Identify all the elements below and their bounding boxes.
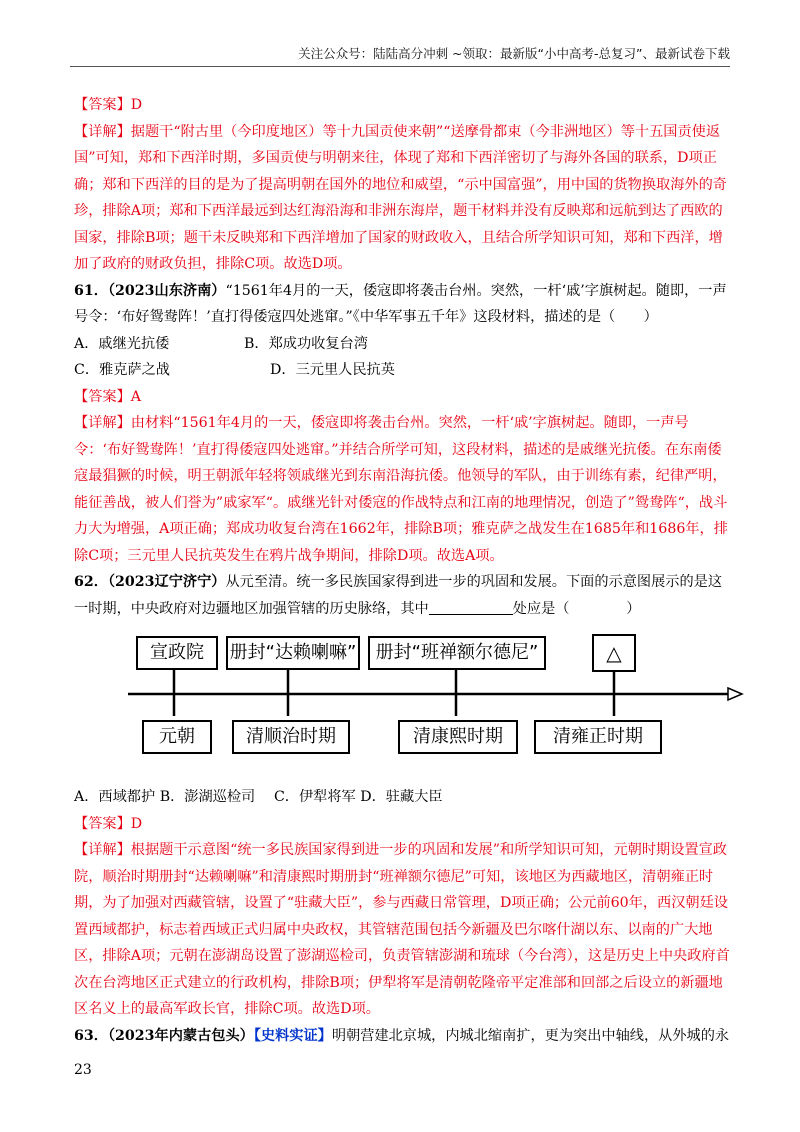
q62-detail: 【详解】根据题干示意图“统一多民族国家得到进一步的巩固和发展”和所学知识可知，元朝时期设置宣政院，顺治时期册封“达赖喇嘛”和清康熙时期册封“班禅额尔德尼”可知，该地区为西藏地区，清朝雍正时期，为了加强对西藏管辖，设置了“驻藏大臣”，参与西藏日常管理，D项正确；公元前60年，西汉朝廷设置西域都护，标志着西域正式归属中央政权，其管辖范围包括今新疆及巴尔喀什湖以东、以南的广大地区，排除A项；元朝在澎湖岛设置了澎湖巡检司，负责管辖澎湖和琉球（今台湾），这是历史上中央政府首次在台湾地区正式建立的行政机构，排除B项；伊犁将军是清朝乾隆帝平定准部和回部之后设立的新疆地区名义上的最高军政长官，排除C项。故选D项。 [74,842,730,1017]
timeline-diagram [128,630,748,778]
q62-blank [429,600,513,615]
box-shunzhi: 清顺治时期 [232,720,350,754]
box-yuan-dynasty: 元朝 [142,720,212,754]
box-kangxi: 清康熙时期 [398,720,518,754]
page-number: 23 [74,1062,92,1078]
triangle-blank-box: △ [592,634,636,672]
q62-answer: 【答案】D [74,815,143,832]
q60-detail: 【详解】据题干“附古里（今印度地区）等十九国贡使来朝”“送摩骨都束（今非洲地区）等十五国贡使返国”可知，郑和下西洋时期，多国贡使与明朝来往，体现了郑和下西洋密切了与海外各国的联系，D项正确；郑和下西洋的目的是为了提高明朝在国外的地位和威望，“示中国富强”，用中国的货物换取海外的奇珍，排除A项；郑和下西洋最远到达红海沿海和非洲东海岸，题干材料并没有反映郑和远航到达了西欧的国家，排除B项；题干未反映郑和下西洋增加了国家的财政收入，且结合所学知识可知，郑和下西洋，增加了政府的财政负担，排除C项。故选D项。 [74,123,727,272]
box-yongzheng: 清雍正时期 [534,720,662,754]
box-panchen-erdeni: 册封“班禅额尔德尼” [368,636,546,670]
page-content [74,92,734,1049]
header-divider [70,66,730,67]
q62-options: A．西域都护 B．澎湖巡检司 C．伊犁将军 D．驻藏大臣 [74,789,443,805]
box-xuanzhengyuan: 宣政院 [136,636,218,670]
q61-answer: 【答案】A [74,388,142,405]
q60-answer: 【答案】D [74,97,143,113]
box-dalai-lama: 册封“达赖喇嘛” [226,636,360,670]
q61-options-row2 [74,357,734,384]
page-header: 关注公众号：陆陆高分冲刺 ~领取：最新版“小中高考-总复习”、最新试卷下载 [298,46,730,61]
q63-stem: 63．（2023年内蒙古包头）【史料实证】明朝营建北京城，内城北缩南扩，更为突出中轴线，从外城的永 [74,1027,730,1044]
q61-option-c: C．雅克萨之战 [74,362,170,378]
q61-detail: 【详解】由材料“1561年4月的一天，倭寇即将袭击台州。突然，一杆‘戚’字旗树起。随即，一声号令：‘布好鸳鸯阵！’直打得倭寇四处逃窜。”并结合所学可知，这段材料，描述的是戚继光抗倭。在东南倭寇最猖獗的时候，明王朝派年轻将领戚继光到东南沿海抗倭。他领导的军队，由于训练有素，纪律严明，能征善战，被人们誉为”戚家军“。戚继光针对倭寇的作战特点和江南的地理情况，创造了”鸳鸯阵“，战斗力大为增强，A项正确；郑成功收复台湾在1662年，排除B项；雅克萨之战发生在1685年和1686年，排除C项；三元里人民抗英发生在鸦片战争期间，排除D项。故选A项。 [74,415,728,564]
q62-stem: 62．（2023辽宁济宁）从元至清。统一多民族国家得到进一步的巩固和发展。下面的示意图展示的是这一时期，中央政府对边疆地区加强管辖的历史脉络，其中 处应是（ ） [74,574,723,617]
q61-option-a: A．戚继光抗倭 [74,335,170,352]
q61-options-row1 [74,331,734,358]
q61-stem: 61．（2023山东济南）“1561年4月的一天，倭寇即将袭击台州。突然，一杆‘戚’字旗树起。随即，一声号令：‘布好鸳鸯阵！’直打得倭寇四处逃窜。”《中华军事五千年》这段材料，描述的是（ ） [74,282,727,325]
q61-option-b: B．郑成功收复台湾 [244,335,368,352]
timeline-arrow-icon [728,688,742,700]
q61-option-d: D．三元里人民抗英 [270,362,395,378]
